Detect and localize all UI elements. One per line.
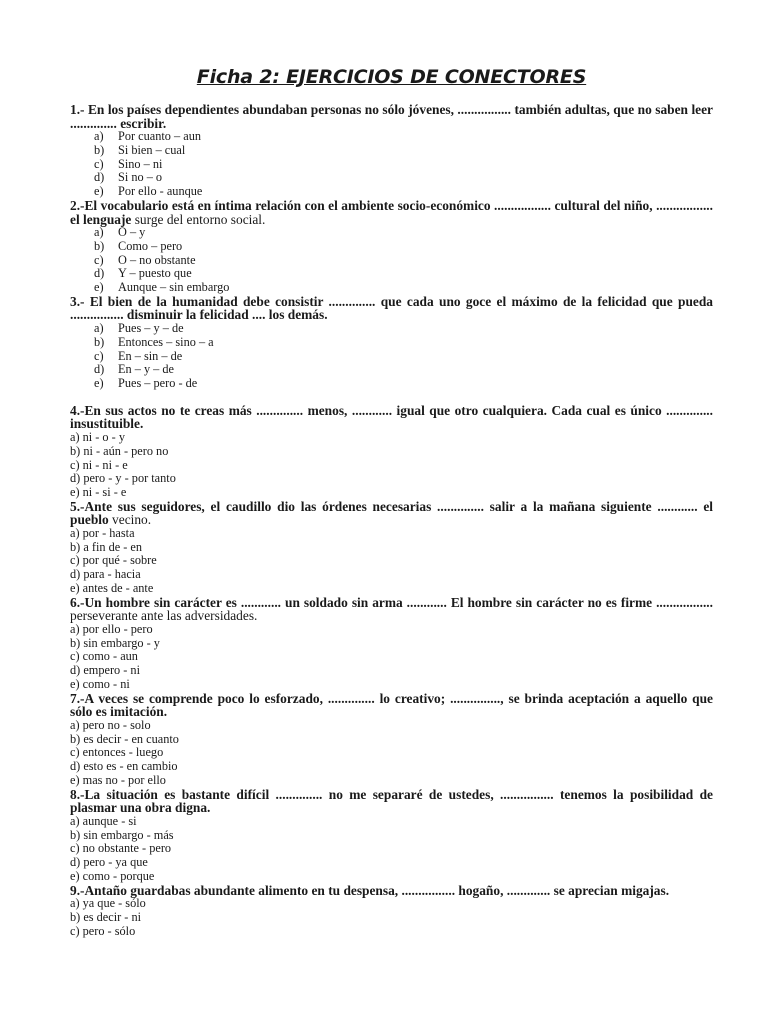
question-block	[70, 596, 713, 692]
question-text: vecino.	[108, 512, 152, 528]
option-letter: b)	[94, 334, 105, 349]
answer-option	[70, 650, 713, 664]
option-text: b) ni - aún - pero no	[70, 443, 169, 458]
question-block	[70, 404, 713, 500]
answer-option	[70, 815, 713, 829]
answer-option	[70, 445, 713, 459]
option-text: d) pero - ya que	[70, 855, 148, 869]
question-text-bold: 4.-En sus actos no te creas más .............. menos, ............ igual que otro cualquiera. Cada cual es único .............. insustituible.	[70, 402, 713, 432]
option-text: d) esto es - en cambio	[70, 759, 178, 774]
option-text: c) por qué - sobre	[70, 553, 157, 568]
question-stem	[70, 103, 713, 130]
answer-option	[70, 350, 713, 364]
page-title: Ficha 2: EJERCICIOS DE CONECTORES	[196, 66, 587, 88]
question-block	[70, 199, 713, 295]
option-letter: c)	[94, 348, 104, 363]
option-text: d) para - hacia	[70, 567, 141, 582]
question-stem	[70, 692, 713, 719]
answer-option	[70, 541, 713, 555]
question-block	[70, 788, 713, 884]
option-text: d) empero - ni	[70, 663, 140, 678]
option-text: Por ello - aunque	[118, 184, 203, 199]
option-letter: d)	[94, 266, 105, 281]
answer-option	[70, 144, 713, 158]
option-letter: d)	[94, 362, 105, 377]
options-list	[70, 527, 713, 596]
option-text: Sino – ni	[118, 156, 163, 171]
option-text: En – sin – de	[118, 348, 183, 363]
answer-option	[70, 322, 713, 336]
answer-option	[70, 158, 713, 172]
option-text: O – y	[118, 225, 146, 240]
answer-option	[70, 171, 713, 185]
option-letter: c)	[94, 156, 104, 171]
option-letter: b)	[94, 142, 105, 157]
question-stem	[70, 404, 713, 431]
question-block	[70, 692, 713, 788]
option-text: Pues – y – de	[118, 321, 184, 336]
answer-option	[70, 870, 713, 884]
option-text: c) entonces - luego	[70, 745, 164, 760]
options-list	[70, 623, 713, 692]
option-text: a) por ello - pero	[70, 621, 153, 636]
answer-option	[70, 719, 713, 733]
option-text: Si bien – cual	[118, 142, 186, 157]
answer-option	[70, 760, 713, 774]
questions-list	[70, 103, 713, 938]
option-text: c) como - aun	[70, 649, 138, 664]
options-list	[70, 897, 713, 938]
question-text-bold: 5.-Ante sus seguidores, el caudillo dio las órdenes necesarias .............. salir a la mañana siguiente ............ el pueblo	[70, 498, 713, 528]
answer-option	[70, 911, 713, 925]
answer-option	[70, 568, 713, 582]
answer-option	[70, 582, 713, 596]
question-text: surge del entorno social.	[131, 211, 266, 227]
option-text: Y – puesto que	[118, 266, 192, 281]
option-text: d) pero - y - por tanto	[70, 471, 176, 486]
answer-option	[70, 254, 713, 268]
option-text: a) ni - o - y	[70, 430, 125, 444]
answer-option	[70, 856, 713, 870]
option-letter: e)	[94, 376, 104, 391]
question-text-bold: 2.-El vocabulario está en íntima relación con el ambiente socio-económico ................. cultural del niño, ................. el lenguaje	[70, 197, 713, 227]
option-text: b) sin embargo - y	[70, 635, 160, 650]
option-text: En – y – de	[118, 362, 175, 377]
question-text-bold: 6.-Un hombre sin carácter es ............ un soldado sin arma ............ El hombre sin carácter no es firme .................	[70, 594, 713, 610]
option-text: c) pero - sólo	[70, 923, 136, 938]
answer-option	[70, 472, 713, 486]
answer-option	[70, 925, 713, 939]
options-list	[70, 322, 713, 391]
question-text: perseverante ante las adversidades.	[70, 608, 258, 624]
answer-option	[70, 746, 713, 760]
answer-option	[70, 678, 713, 692]
answer-option	[70, 829, 713, 843]
option-letter: a)	[94, 321, 104, 336]
answer-option	[70, 226, 713, 240]
option-letter: b)	[94, 238, 105, 253]
answer-option	[70, 377, 713, 391]
option-text: b) a fin de - en	[70, 539, 143, 554]
option-text: Si no – o	[118, 170, 163, 185]
option-text: a) pero no - solo	[70, 717, 151, 732]
option-text: c) ni - ni - e	[70, 457, 128, 472]
option-text: b) es decir - ni	[70, 909, 142, 924]
option-letter: e)	[94, 280, 104, 295]
option-text: Como – pero	[118, 238, 183, 253]
option-text: Por cuanto – aun	[118, 129, 201, 144]
question-stem	[70, 884, 713, 898]
option-text: a) ya que - sólo	[70, 896, 146, 911]
option-letter: a)	[94, 225, 104, 240]
option-text: e) como - porque	[70, 868, 155, 883]
answer-option	[70, 130, 713, 144]
question-text-bold: 3.- El bien de la humanidad debe consistir .............. que cada uno goce el máximo de la felicidad que pueda ................ disminuir la felicidad .... los demás.	[70, 293, 713, 323]
option-text: Pues – pero - de	[118, 376, 198, 391]
question-block	[70, 103, 713, 199]
option-text: e) ni - si - e	[70, 485, 127, 499]
option-text: b) es decir - en cuanto	[70, 731, 179, 746]
option-text: O – no obstante	[118, 252, 196, 267]
question-block	[70, 500, 713, 596]
option-letter: a)	[94, 129, 104, 144]
answer-option	[70, 774, 713, 788]
options-list	[70, 130, 713, 199]
question-text-bold: 7.-A veces se comprende poco lo esforzado, .............. lo creativo; ..............., se brinda aceptación a aquello que sólo es imitación.	[70, 690, 713, 720]
answer-option	[70, 459, 713, 473]
answer-option	[70, 527, 713, 541]
question-text-bold: 8.-La situación es bastante difícil .............. no me separaré de ustedes, ................ tenemos la posibilidad de plasmar una obra digna.	[70, 786, 713, 816]
answer-option	[70, 842, 713, 856]
answer-option	[70, 554, 713, 568]
option-text: a) por - hasta	[70, 525, 135, 540]
option-text: e) mas no - por ello	[70, 772, 166, 787]
option-text: e) antes de - ante	[70, 580, 154, 595]
option-text: e) como - ni	[70, 676, 130, 691]
question-stem	[70, 199, 713, 226]
option-text: a) aunque - si	[70, 813, 137, 828]
option-letter: d)	[94, 170, 105, 185]
question-text-bold: 9.-Antaño guardabas abundante alimento en tu despensa, ................ hogaño, ............. se aprecian migajas.	[70, 882, 670, 898]
answer-option	[70, 664, 713, 678]
option-text: Entonces – sino – a	[118, 334, 214, 349]
answer-option	[70, 336, 713, 350]
answer-option	[70, 431, 713, 445]
question-block	[70, 295, 713, 391]
options-list	[70, 226, 713, 295]
answer-option	[70, 281, 713, 295]
answer-option	[70, 267, 713, 281]
question-stem	[70, 295, 713, 322]
question-stem	[70, 596, 713, 623]
options-list	[70, 431, 713, 500]
worksheet-page	[70, 64, 713, 938]
answer-option	[70, 486, 713, 500]
option-text: b) sin embargo - más	[70, 827, 174, 842]
answer-option	[70, 897, 713, 911]
question-text-bold: 1.- En los países dependientes abundaban personas no sólo jóvenes, ................ también adultas, que no saben leer .............. escribir.	[70, 102, 713, 131]
options-list	[70, 815, 713, 884]
question-block	[70, 884, 713, 939]
question-stem	[70, 500, 713, 527]
answer-option	[70, 240, 713, 254]
option-text: c) no obstante - pero	[70, 841, 172, 856]
answer-option	[70, 363, 713, 377]
answer-option	[70, 185, 713, 199]
question-stem	[70, 788, 713, 815]
option-letter: c)	[94, 252, 104, 267]
options-list	[70, 719, 713, 788]
answer-option	[70, 733, 713, 747]
option-text: Aunque – sin embargo	[118, 280, 230, 295]
answer-option	[70, 637, 713, 651]
answer-option	[70, 623, 713, 637]
option-letter: e)	[94, 184, 104, 199]
